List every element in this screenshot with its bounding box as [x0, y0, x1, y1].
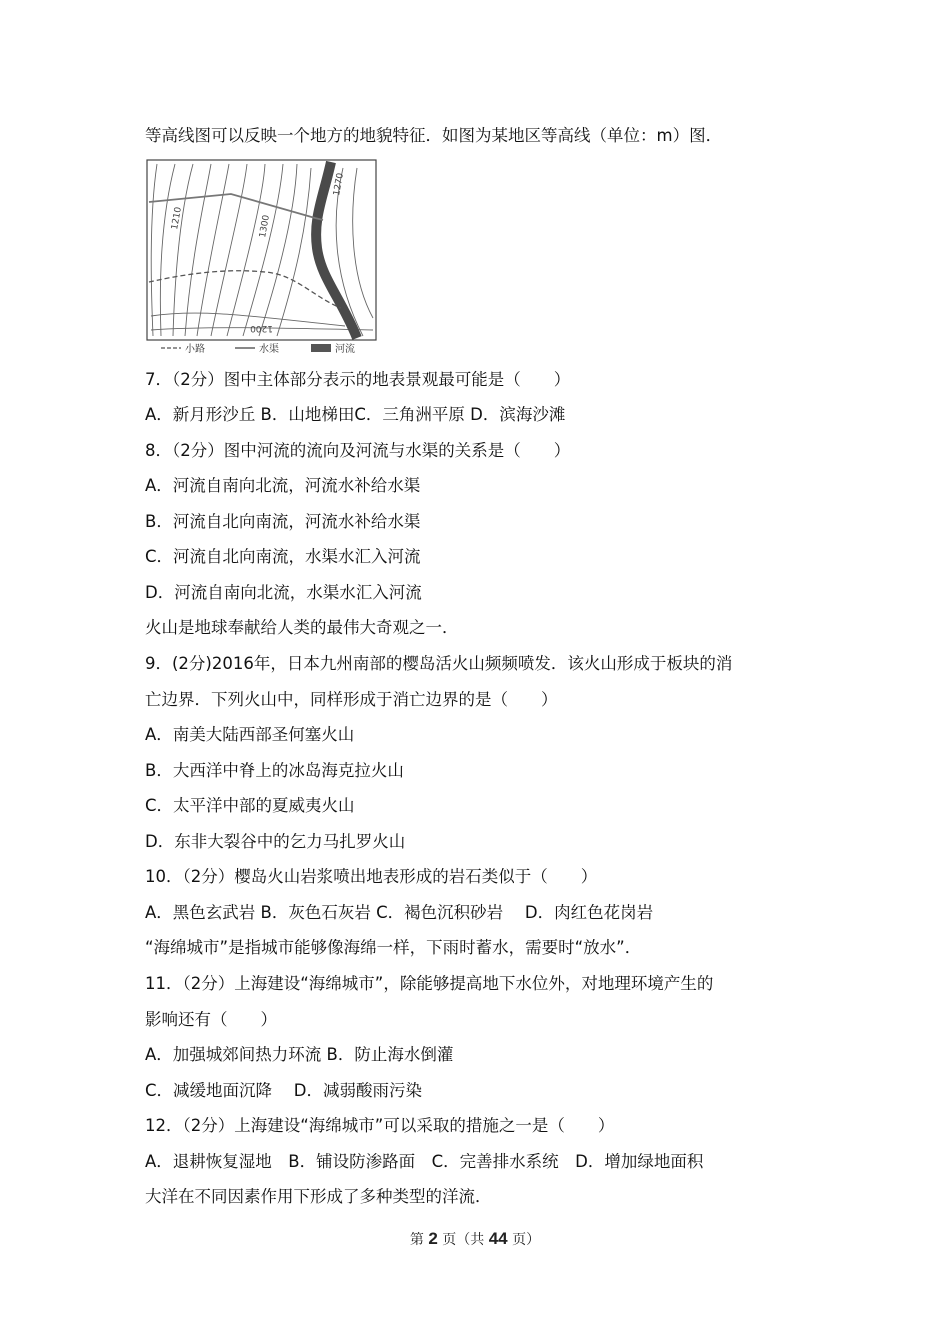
intro-sponge-city: “海绵城市”是指城市能够像海绵一样，下雨时蓄水，需要时“放水”． — [145, 938, 642, 957]
q10-options: A．黑色玄武岩 B．灰色石灰岩 C．褐色沉积砂岩 D．肉红色花岗岩 — [145, 903, 654, 922]
q11-stem-line1: 11．（2分）上海建设“海绵城市”，除能够提高地下水位外，对地理环境产生的 — [145, 974, 714, 993]
page-footer — [0, 1229, 950, 1249]
contour-label-1270: 1270 — [332, 172, 346, 197]
contour-map-figure — [145, 158, 379, 354]
legend-trail: 小路 — [185, 344, 205, 354]
intro-ocean-currents: 大洋在不同因素作用下形成了多种类型的洋流． — [145, 1187, 492, 1206]
q9-option-a: A．南美大陆西部圣何塞火山 — [145, 725, 355, 744]
q11-options-line2: C．减缓地面沉降 D．减弱酸雨污染 — [145, 1081, 422, 1100]
intro-volcano: 火山是地球奉献给人类的最伟大奇观之一． — [145, 618, 459, 637]
q8-option-b: B．河流自北向南流，河流水补给水渠 — [145, 512, 421, 531]
q9-option-d: D．东非大裂谷中的乞力马扎罗火山 — [145, 832, 406, 851]
q8-option-a: A．河流自南向北流，河流水补给水渠 — [145, 476, 421, 495]
map-legend — [161, 342, 355, 354]
q8-option-c: C．河流自北向南流，水渠水汇入河流 — [145, 547, 421, 566]
q9-stem-line2: 亡边界．下列火山中，同样形成于消亡边界的是（ ） — [145, 690, 558, 709]
intro-contour: 等高线图可以反映一个地方的地貌特征．如图为某地区等高线（单位：m）图． — [145, 126, 723, 145]
legend-river: 河流 — [335, 344, 355, 354]
contour-label-1210: 1210 — [170, 206, 184, 231]
q9-option-c: C．太平洋中部的夏威夷火山 — [145, 796, 355, 815]
footer-total-pages: 44 — [488, 1229, 508, 1248]
footer-page-number: 2 — [428, 1229, 438, 1248]
q8-option-d: D．河流自南向北流，水渠水汇入河流 — [145, 583, 422, 602]
legend-canal: 水渠 — [259, 344, 279, 354]
q8-stem: 8．（2分）图中河流的流向及河流与水渠的关系是（ ） — [145, 441, 571, 460]
q9-stem-line1: 9．(2分)2016年，日本九州南部的樱岛活火山频频喷发．该火山形成于板块的消 — [145, 654, 733, 673]
q12-options: A．退耕恢复湿地 B．铺设防渗路面 C．完善排水系统 D．增加绿地面积 — [145, 1152, 704, 1171]
footer-suffix: 页） — [512, 1232, 541, 1248]
q11-options-line1: A．加强城郊间热力环流 B．防止海水倒灌 — [145, 1045, 454, 1064]
q12-stem: 12．（2分）上海建设“海绵城市”可以采取的措施之一是（ ） — [145, 1116, 615, 1135]
q11-stem-line2: 影响还有（ ） — [145, 1010, 277, 1029]
q7-stem: 7．（2分）图中主体部分表示的地表景观最可能是（ ） — [145, 370, 571, 389]
q7-options: A．新月形沙丘 B．山地梯田C．三角洲平原 D．滨海沙滩 — [145, 405, 566, 424]
footer-middle: 页（共 — [442, 1232, 485, 1248]
contour-label-1300: 1300 — [258, 214, 272, 239]
q10-stem: 10．（2分）樱岛火山岩浆喷出地表形成的岩石类似于（ ） — [145, 867, 598, 886]
q9-option-b: B．大西洋中脊上的冰岛海克拉火山 — [145, 761, 404, 780]
footer-prefix: 第 — [409, 1232, 424, 1248]
contour-label-1200: 1200 — [250, 323, 273, 333]
